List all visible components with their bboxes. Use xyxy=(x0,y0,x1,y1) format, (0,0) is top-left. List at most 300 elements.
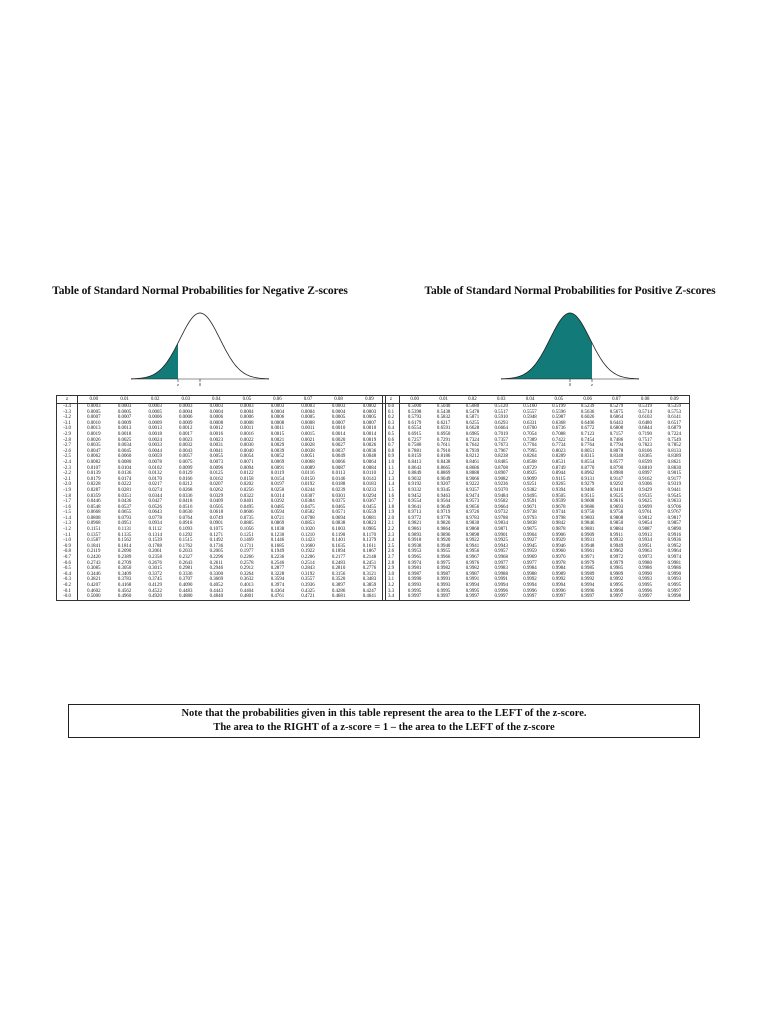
probability-cell: 0.1423 xyxy=(301,538,315,544)
z-value-cell: -0.7 xyxy=(57,555,78,561)
probability-cell: 0.9418 xyxy=(609,487,624,493)
probability-cell: 0.7734 xyxy=(552,443,566,449)
probability-cell: 0.1190 xyxy=(331,532,346,538)
probability-cell: 0.1762 xyxy=(179,543,193,549)
probability-cell: 0.0174 xyxy=(117,476,132,482)
probability-cell: 0.2743 xyxy=(87,560,101,566)
probability-cell: 0.9726 xyxy=(465,510,480,516)
probability-cell: 0.9515 xyxy=(580,493,595,499)
probability-cell: 0.9744 xyxy=(552,510,566,516)
negative-z-panel xyxy=(20,283,380,600)
probability-cell: 0.0375 xyxy=(331,499,346,505)
probability-cell: 0.9997 xyxy=(436,594,451,600)
probability-cell: 0.9925 xyxy=(494,538,508,544)
probability-cell: 0.0030 xyxy=(240,443,254,449)
probability-cell: 0.0162 xyxy=(209,476,224,482)
z-value-cell: 2.4 xyxy=(383,538,400,544)
probability-cell: 0.0150 xyxy=(301,476,315,482)
probability-cell: 0.0073 xyxy=(209,459,224,465)
probability-cell: 0.0069 xyxy=(270,459,285,465)
z-value-cell: -2.5 xyxy=(57,454,78,460)
probability-cell: 0.0901 xyxy=(209,521,224,527)
probability-cell: 0.9357 xyxy=(465,487,480,493)
probability-cell: 0.7967 xyxy=(494,448,508,454)
probability-cell: 0.0154 xyxy=(270,476,285,482)
probability-cell: 0.3859 xyxy=(362,583,377,588)
probability-cell: 0.0010 xyxy=(362,426,377,432)
probability-cell: 0.8531 xyxy=(552,459,566,465)
probability-cell: 0.0087 xyxy=(331,465,346,471)
probability-cell: 0.0021 xyxy=(270,437,285,443)
probability-cell: 0.0018 xyxy=(148,431,162,437)
probability-cell: 0.9871 xyxy=(494,527,508,533)
probability-cell: 0.2676 xyxy=(148,560,162,566)
probability-cell: 0.4129 xyxy=(148,583,162,588)
probability-cell: 0.6141 xyxy=(667,415,682,421)
probability-cell: 0.1788 xyxy=(148,543,162,549)
probability-cell: 0.8106 xyxy=(638,448,652,454)
probability-cell: 0.9997 xyxy=(407,594,422,600)
probability-cell: 0.0021 xyxy=(301,437,315,443)
probability-cell: 0.0022 xyxy=(240,437,254,443)
probability-cell: 0.9987 xyxy=(436,571,451,577)
probability-cell: 0.0132 xyxy=(148,471,162,477)
probability-cell: 0.9370 xyxy=(494,487,508,493)
probability-cell: 0.1867 xyxy=(362,549,377,555)
probability-cell: 0.0044 xyxy=(148,448,162,454)
positive-col-header: 0.00 xyxy=(400,396,430,404)
negative-col-header: 0.08 xyxy=(323,396,354,404)
probability-cell: 0.9162 xyxy=(638,476,652,482)
probability-cell: 0.0951 xyxy=(117,521,132,527)
probability-cell: 0.0212 xyxy=(179,482,193,488)
probability-cell: 0.9993 xyxy=(407,583,422,588)
probability-cell: 0.9973 xyxy=(638,555,652,561)
probability-cell: 0.0003 xyxy=(270,404,285,409)
z-value-cell: -2.4 xyxy=(57,460,78,466)
probability-cell: 0.9946 xyxy=(552,543,566,549)
probability-cell: 0.5636 xyxy=(580,409,595,415)
probability-cell: 0.0004 xyxy=(240,409,254,415)
probability-cell: 0.0026 xyxy=(87,437,101,443)
z-value-cell: -0.3 xyxy=(57,577,78,583)
probability-cell: 0.2810 xyxy=(331,566,346,572)
probability-cell: 0.4761 xyxy=(270,594,285,600)
probability-cell: 0.3594 xyxy=(270,577,285,583)
probability-cell: 0.4960 xyxy=(117,594,132,600)
probability-cell: 0.0011 xyxy=(301,426,315,432)
probability-cell: 0.0016 xyxy=(209,431,224,437)
probability-cell: 0.5398 xyxy=(407,409,422,415)
probability-cell: 0.0287 xyxy=(87,487,101,493)
probability-cell: 0.9099 xyxy=(523,476,537,482)
probability-cell: 0.9977 xyxy=(494,560,508,566)
probability-cell: 0.9997 xyxy=(523,594,537,600)
probability-cell: 0.5438 xyxy=(436,409,451,415)
positive-col-header: 0.07 xyxy=(602,396,631,404)
probability-cell: 0.9959 xyxy=(523,549,537,555)
probability-cell: 0.3015 xyxy=(148,566,162,572)
negative-col-header: 0.02 xyxy=(140,396,171,404)
z-value-cell: -2.0 xyxy=(57,482,78,488)
probability-cell: 0.9817 xyxy=(667,515,682,521)
probability-cell: 0.9916 xyxy=(667,532,682,538)
probability-cell: 0.9292 xyxy=(609,482,624,488)
probability-cell: 0.0008 xyxy=(270,420,285,426)
z-value-cell: 3.3 xyxy=(383,589,400,595)
probability-cell: 0.1003 xyxy=(331,527,346,533)
probability-cell: 0.0179 xyxy=(87,476,101,482)
positive-col-header: 0.04 xyxy=(516,396,545,404)
probability-cell: 0.8849 xyxy=(407,471,422,477)
probability-cell: 0.1210 xyxy=(301,532,315,538)
z-value-cell: 0.2 xyxy=(383,415,400,421)
probability-cell: 0.9913 xyxy=(638,532,652,538)
z-value-cell: 3.4 xyxy=(383,594,400,600)
probability-cell: 0.9943 xyxy=(494,543,508,549)
probability-cell: 0.0136 xyxy=(117,471,132,477)
probability-cell: 0.6480 xyxy=(638,420,652,426)
probability-cell: 0.7764 xyxy=(580,443,595,449)
negative-col-header: 0.00 xyxy=(78,396,110,404)
probability-cell: 0.2451 xyxy=(362,560,377,566)
probability-cell: 0.0329 xyxy=(209,493,224,499)
probability-cell: 0.0003 xyxy=(331,404,346,409)
positive-z-label: z xyxy=(591,382,593,387)
probability-cell: 0.8643 xyxy=(407,465,422,471)
probability-cell: 0.3974 xyxy=(270,583,285,588)
z-value-cell: 0.3 xyxy=(383,421,400,427)
probability-cell: 0.2033 xyxy=(179,549,193,555)
positive-col-header: z xyxy=(383,396,400,404)
probability-cell: 0.9788 xyxy=(494,515,508,521)
probability-cell: 0.0091 xyxy=(270,465,285,471)
probability-cell: 0.9875 xyxy=(523,527,537,533)
probability-cell: 0.9993 xyxy=(638,577,652,583)
probability-cell: 0.9960 xyxy=(552,549,566,555)
probability-cell: 0.0066 xyxy=(331,459,346,465)
probability-cell: 0.9996 xyxy=(609,588,624,594)
z-value-cell: -1.0 xyxy=(57,538,78,544)
probability-cell: 0.0084 xyxy=(362,465,377,471)
probability-cell: 0.5910 xyxy=(494,415,508,421)
probability-cell: 0.9938 xyxy=(407,543,422,549)
probability-cell: 0.8133 xyxy=(667,448,682,454)
probability-cell: 0.7881 xyxy=(407,448,422,454)
probability-cell: 0.6915 xyxy=(407,431,422,437)
z-value-cell: -2.9 xyxy=(57,432,78,438)
probability-cell: 0.9857 xyxy=(667,521,682,527)
probability-cell: 0.0102 xyxy=(148,465,162,471)
probability-cell: 0.8665 xyxy=(436,465,451,471)
probability-cell: 0.6255 xyxy=(465,420,480,426)
probability-cell: 0.8790 xyxy=(609,465,624,471)
negative-z-table xyxy=(56,395,386,601)
probability-cell: 0.0039 xyxy=(270,448,285,454)
probability-cell: 0.0869 xyxy=(270,521,285,527)
probability-cell: 0.9967 xyxy=(465,555,480,561)
z-value-cell: -2.8 xyxy=(57,438,78,444)
probability-cell: 0.5160 xyxy=(523,404,537,409)
z-value-cell: 1.1 xyxy=(383,466,400,472)
probability-cell: 0.0013 xyxy=(148,426,162,432)
probability-cell: 0.9941 xyxy=(465,543,480,549)
probability-cell: 0.9834 xyxy=(494,521,508,527)
probability-cell: 0.4013 xyxy=(240,583,254,588)
negative-z-label: z xyxy=(177,382,179,387)
probability-cell: 0.9948 xyxy=(580,543,595,549)
probability-cell: 0.4562 xyxy=(117,588,132,594)
probability-cell: 0.0071 xyxy=(240,459,254,465)
probability-cell: 0.0427 xyxy=(148,499,162,505)
probability-cell: 0.1711 xyxy=(240,543,254,549)
probability-cell: 0.9920 xyxy=(436,538,451,544)
probability-cell: 0.0005 xyxy=(331,415,346,421)
probability-cell: 0.8340 xyxy=(609,454,624,460)
probability-cell: 0.0008 xyxy=(301,420,315,426)
z-value-cell: 0.6 xyxy=(383,438,400,444)
probability-cell: 0.2946 xyxy=(209,566,224,572)
probability-cell: 0.9641 xyxy=(407,504,422,510)
probability-cell: 0.0314 xyxy=(270,493,285,499)
probability-cell: 0.9945 xyxy=(523,543,537,549)
probability-cell: 0.9893 xyxy=(407,532,422,538)
probability-cell: 0.0051 xyxy=(301,454,315,460)
probability-cell: 0.0708 xyxy=(301,515,315,521)
positive-col-header: 0.05 xyxy=(544,396,573,404)
probability-cell: 0.9842 xyxy=(552,521,566,527)
probability-cell: 0.4602 xyxy=(87,588,101,594)
probability-cell: 0.0202 xyxy=(240,482,254,488)
probability-cell: 0.9484 xyxy=(494,493,508,499)
probability-cell: 0.5517 xyxy=(494,409,508,415)
probability-cell: 0.0037 xyxy=(331,448,346,454)
probability-cell: 0.6554 xyxy=(407,426,422,432)
probability-cell: 0.5675 xyxy=(609,409,624,415)
probability-cell: 0.9591 xyxy=(523,499,537,505)
probability-cell: 0.1314 xyxy=(148,532,162,538)
probability-cell: 0.0052 xyxy=(270,454,285,460)
probability-cell: 0.0015 xyxy=(270,431,285,437)
probability-cell: 0.5871 xyxy=(465,415,480,421)
probability-cell: 0.5478 xyxy=(465,409,480,415)
probability-cell: 0.0026 xyxy=(362,443,377,449)
probability-cell: 0.0036 xyxy=(362,448,377,454)
probability-cell: 0.0475 xyxy=(301,504,315,510)
probability-cell: 0.9904 xyxy=(523,532,537,538)
probability-cell: 0.0020 xyxy=(331,437,346,443)
probability-cell: 0.9082 xyxy=(494,476,508,482)
positive-col-header: 0.09 xyxy=(660,396,690,404)
probability-cell: 0.1151 xyxy=(87,527,101,533)
probability-cell: 0.2546 xyxy=(270,560,285,566)
probability-cell: 0.9633 xyxy=(667,499,682,505)
probability-cell: 0.8830 xyxy=(667,465,682,471)
probability-cell: 0.7794 xyxy=(609,443,624,449)
probability-cell: 0.3821 xyxy=(87,577,101,583)
probability-cell: 0.9975 xyxy=(436,560,451,566)
probability-cell: 0.0571 xyxy=(331,510,346,516)
probability-cell: 0.7642 xyxy=(465,443,480,449)
probability-cell: 0.8925 xyxy=(523,471,537,477)
probability-cell: 0.7224 xyxy=(667,431,682,437)
probability-cell: 0.9990 xyxy=(667,571,682,577)
probability-cell: 0.9996 xyxy=(638,588,652,594)
probability-cell: 0.9981 xyxy=(407,566,422,572)
probability-cell: 0.9978 xyxy=(552,560,566,566)
probability-cell: 0.9441 xyxy=(667,487,682,493)
probability-cell: 0.8315 xyxy=(580,454,595,460)
probability-cell: 0.1093 xyxy=(179,527,193,533)
z-value-cell: -2.6 xyxy=(57,449,78,455)
probability-cell: 0.3483 xyxy=(362,577,377,583)
probability-cell: 0.0526 xyxy=(148,504,162,510)
probability-cell: 0.0122 xyxy=(240,471,254,477)
probability-cell: 0.6293 xyxy=(494,420,508,426)
probability-cell: 0.3300 xyxy=(209,571,224,577)
probability-cell: 0.9756 xyxy=(609,510,624,516)
probability-cell: 0.3156 xyxy=(331,571,346,577)
probability-cell: 0.9962 xyxy=(609,549,624,555)
probability-cell: 0.9988 xyxy=(523,571,537,577)
probability-cell: 0.0351 xyxy=(117,493,132,499)
probability-cell: 0.8554 xyxy=(580,459,595,465)
probability-cell: 0.2296 xyxy=(209,555,224,561)
probability-cell: 0.6368 xyxy=(552,420,566,426)
probability-cell: 0.2578 xyxy=(240,560,254,566)
probability-cell: 0.0008 xyxy=(240,420,254,426)
probability-cell: 0.7549 xyxy=(667,437,682,443)
z-value-cell: 2.5 xyxy=(383,544,400,550)
probability-cell: 0.9838 xyxy=(523,521,537,527)
probability-cell: 0.7939 xyxy=(465,448,480,454)
probability-cell: 0.0027 xyxy=(331,443,346,449)
probability-cell: 0.8051 xyxy=(580,448,595,454)
probability-cell: 0.0359 xyxy=(87,493,101,499)
probability-cell: 0.0838 xyxy=(331,521,346,527)
probability-cell: 0.5832 xyxy=(436,415,451,421)
probability-cell: 0.5948 xyxy=(523,415,537,421)
probability-cell: 0.2206 xyxy=(301,555,315,561)
probability-cell: 0.9909 xyxy=(580,532,595,538)
probability-cell: 0.1251 xyxy=(240,532,254,538)
probability-cell: 0.1446 xyxy=(270,538,285,544)
probability-cell: 0.3050 xyxy=(117,566,132,572)
probability-cell: 0.0113 xyxy=(331,471,346,477)
probability-cell: 0.9995 xyxy=(609,583,624,588)
probability-cell: 0.1401 xyxy=(331,538,346,544)
probability-cell: 0.3121 xyxy=(362,571,377,577)
probability-cell: 0.9656 xyxy=(465,504,480,510)
probability-cell: 0.0301 xyxy=(331,493,346,499)
probability-cell: 0.1515 xyxy=(179,538,193,544)
probability-cell: 0.3446 xyxy=(87,571,101,577)
probability-cell: 0.9963 xyxy=(638,549,652,555)
probability-cell: 0.0005 xyxy=(362,415,377,421)
probability-cell: 0.9911 xyxy=(609,532,624,538)
probability-cell: 0.0045 xyxy=(117,448,132,454)
probability-cell: 0.9955 xyxy=(436,549,451,555)
z-value-cell: -1.8 xyxy=(57,494,78,500)
z-value-cell: 1.7 xyxy=(383,499,400,505)
z-value-cell: -3.0 xyxy=(57,426,78,432)
probability-cell: 0.0006 xyxy=(270,415,285,421)
probability-cell: 0.9997 xyxy=(494,594,508,600)
probability-cell: 0.9992 xyxy=(609,577,624,583)
probability-cell: 0.0384 xyxy=(301,499,315,505)
z-value-cell: -0.4 xyxy=(57,572,78,578)
probability-cell: 0.8438 xyxy=(436,459,451,465)
probability-cell: 0.0228 xyxy=(87,482,101,488)
positive-col-header: 0.01 xyxy=(429,396,458,404)
probability-cell: 0.0099 xyxy=(179,465,193,471)
probability-cell: 0.9878 xyxy=(552,527,566,533)
probability-cell: 0.0778 xyxy=(148,515,162,521)
probability-cell: 0.7422 xyxy=(552,437,566,443)
probability-cell: 0.6628 xyxy=(465,426,480,432)
probability-cell: 0.9452 xyxy=(407,493,422,499)
z-value-cell: 1.2 xyxy=(383,471,400,477)
probability-cell: 0.9854 xyxy=(638,521,652,527)
probability-cell: 0.2005 xyxy=(209,549,224,555)
probability-cell: 0.7517 xyxy=(638,437,652,443)
note-line-1: Note that the probabilities given in this table represent the area to the LEFT of the z-score. xyxy=(181,708,587,719)
probability-cell: 0.0985 xyxy=(362,527,377,533)
z-value-cell: -0.5 xyxy=(57,566,78,572)
probability-cell: 0.7704 xyxy=(523,443,537,449)
probability-cell: 0.1539 xyxy=(148,538,162,544)
probability-cell: 0.1841 xyxy=(87,543,101,549)
probability-cell: 0.0048 xyxy=(362,454,377,460)
probability-cell: 0.8944 xyxy=(552,471,566,477)
probability-cell: 0.0011 xyxy=(240,426,254,432)
probability-cell: 0.9505 xyxy=(552,493,566,499)
probability-cell: 0.9992 xyxy=(580,577,595,583)
probability-cell: 0.1562 xyxy=(117,538,132,544)
probability-cell: 0.0643 xyxy=(148,510,162,516)
probability-cell: 0.0401 xyxy=(240,499,254,505)
probability-cell: 0.0075 xyxy=(179,459,193,465)
probability-cell: 0.0024 xyxy=(148,437,162,443)
probability-cell: 0.7910 xyxy=(436,448,451,454)
probability-cell: 0.9995 xyxy=(638,583,652,588)
probability-cell: 0.7291 xyxy=(436,437,451,443)
z-value-cell: 0.8 xyxy=(383,449,400,455)
probability-cell: 0.5359 xyxy=(667,404,682,409)
probability-cell: 0.0005 xyxy=(148,409,162,415)
probability-cell: 0.9990 xyxy=(407,577,422,583)
probability-cell: 0.9750 xyxy=(580,510,595,516)
probability-cell: 0.6736 xyxy=(552,426,566,432)
positive-col-header: 0.08 xyxy=(631,396,660,404)
probability-cell: 0.0089 xyxy=(301,465,315,471)
probability-cell: 0.0294 xyxy=(362,493,377,499)
probability-cell: 0.0019 xyxy=(362,437,377,443)
probability-cell: 0.5596 xyxy=(552,409,566,415)
probability-cell: 0.0006 xyxy=(179,415,193,421)
probability-cell: 0.0107 xyxy=(87,465,101,471)
probability-cell: 0.9525 xyxy=(609,493,624,499)
probability-cell: 0.9983 xyxy=(494,566,508,572)
z-value-cell: 1.8 xyxy=(383,505,400,511)
probability-cell: 0.5080 xyxy=(465,404,480,409)
probability-cell: 0.0018 xyxy=(117,431,132,437)
negative-col-header: 0.06 xyxy=(262,396,293,404)
z-value-cell: -1.6 xyxy=(57,505,78,511)
probability-cell: 0.3557 xyxy=(301,577,315,583)
probability-cell: 0.9981 xyxy=(667,560,682,566)
probability-cell: 0.9997 xyxy=(667,588,682,594)
